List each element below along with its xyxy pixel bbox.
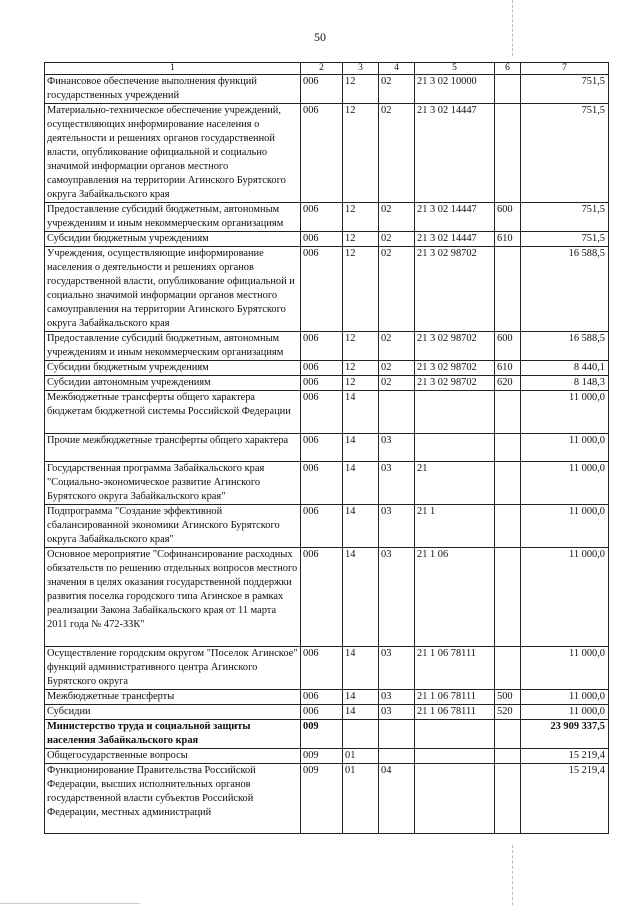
row-subsection: 03: [379, 705, 415, 720]
row-expense-type: [495, 505, 521, 548]
row-subsection: 02: [379, 75, 415, 104]
row-target-article: 21: [415, 462, 495, 505]
table-row: [45, 203, 609, 232]
row-amount: 751,5: [521, 75, 609, 104]
row-subsection: 02: [379, 232, 415, 247]
row-section: 14: [343, 391, 379, 434]
row-target-article: 21 3 02 98702: [415, 361, 495, 376]
table-row: [45, 548, 609, 647]
row-amount: 16 588,5: [521, 332, 609, 361]
row-subsection: 03: [379, 647, 415, 690]
row-ministry-code: 006: [301, 376, 343, 391]
row-amount: 11 000,0: [521, 391, 609, 434]
row-section: 12: [343, 203, 379, 232]
row-amount: 23 909 337,5: [521, 720, 609, 749]
row-ministry-code: 006: [301, 505, 343, 548]
row-target-article: 21 1: [415, 505, 495, 548]
table-row: [45, 434, 609, 462]
row-amount: 16 588,5: [521, 247, 609, 332]
header-col-1: 1: [45, 63, 301, 75]
row-ministry-code: 006: [301, 232, 343, 247]
row-subsection: 02: [379, 247, 415, 332]
row-target-article: 21 1 06 78111: [415, 705, 495, 720]
table-row: [45, 376, 609, 391]
row-section: 14: [343, 690, 379, 705]
table-row: [45, 361, 609, 376]
row-target-article: 21 1 06: [415, 548, 495, 647]
row-subsection: 02: [379, 361, 415, 376]
row-expense-type: 600: [495, 332, 521, 361]
header-col-3: 3: [343, 63, 379, 75]
row-section: 14: [343, 548, 379, 647]
row-amount: 15 219,4: [521, 749, 609, 764]
row-ministry-code: 006: [301, 203, 343, 232]
row-expense-type: [495, 647, 521, 690]
row-name: Субсидии бюджетным учреждениям: [45, 361, 301, 376]
table-row: [45, 720, 609, 749]
row-section: 01: [343, 749, 379, 764]
budget-table-container: [44, 62, 608, 834]
table-row: [45, 749, 609, 764]
row-section: 12: [343, 361, 379, 376]
row-section: 12: [343, 332, 379, 361]
row-ministry-code: 006: [301, 647, 343, 690]
table-row: [45, 75, 609, 104]
row-amount: 11 000,0: [521, 690, 609, 705]
row-ministry-code: 006: [301, 247, 343, 332]
row-amount: 8 148,3: [521, 376, 609, 391]
row-expense-type: 610: [495, 361, 521, 376]
header-col-2: 2: [301, 63, 343, 75]
row-expense-type: [495, 104, 521, 203]
row-section: 12: [343, 75, 379, 104]
row-amount: 751,5: [521, 203, 609, 232]
row-subsection: 04: [379, 764, 415, 834]
row-name: Осуществление городским округом "Поселок Агинское" функций административного центра Агинского Бурятского округа: [45, 647, 301, 690]
row-amount: 8 440,1: [521, 361, 609, 376]
row-ministry-code: 006: [301, 690, 343, 705]
row-amount: 11 000,0: [521, 548, 609, 647]
row-section: 14: [343, 462, 379, 505]
row-ministry-code: 009: [301, 720, 343, 749]
scan-artifact-line: [512, 0, 513, 56]
row-subsection: [379, 391, 415, 434]
row-expense-type: 600: [495, 203, 521, 232]
row-amount: 751,5: [521, 232, 609, 247]
table-row: [45, 232, 609, 247]
row-name: Учреждения, осуществляющие информирование населения о деятельности и решениях органов государственной власти, опубликование официальной и социально значимой информации органов местного самоуправления на территории Агинского Бурятского округа Забайкальского края: [45, 247, 301, 332]
row-name: Общегосударственные вопросы: [45, 749, 301, 764]
row-section: 12: [343, 376, 379, 391]
row-section: 14: [343, 434, 379, 462]
table-row: [45, 391, 609, 434]
row-amount: 11 000,0: [521, 647, 609, 690]
row-target-article: 21 3 02 14447: [415, 203, 495, 232]
row-name: Материально-техническое обеспечение учреждений, осуществляющих информирование населения о деятельности и решениях органов государственной власти, опубликование официальной и социально значимой информации органов местного самоуправления на территории Агинского Бурятского округа Забайкальского края: [45, 104, 301, 203]
row-expense-type: [495, 391, 521, 434]
row-name: Функционирование Правительства Российской Федерации, высших исполнительных органов государственной власти субъектов Российской Федерации, местных администраций: [45, 764, 301, 834]
row-section: [343, 720, 379, 749]
budget-table-body: [45, 63, 609, 834]
table-row: [45, 104, 609, 203]
row-expense-type: [495, 462, 521, 505]
row-amount: 11 000,0: [521, 505, 609, 548]
row-ministry-code: 006: [301, 434, 343, 462]
row-expense-type: [495, 548, 521, 647]
row-target-article: [415, 749, 495, 764]
row-name: Субсидии бюджетным учреждениям: [45, 232, 301, 247]
row-amount: 11 000,0: [521, 705, 609, 720]
row-name: Межбюджетные трансферты общего характера бюджетам бюджетной системы Российской Федерации: [45, 391, 301, 434]
row-subsection: [379, 720, 415, 749]
row-name: Финансовое обеспечение выполнения функций государственных учреждений: [45, 75, 301, 104]
table-row: [45, 247, 609, 332]
row-subsection: [379, 749, 415, 764]
row-subsection: 03: [379, 505, 415, 548]
row-subsection: 03: [379, 548, 415, 647]
row-name: Государственная программа Забайкальского края "Социально-экономическое развитие Агинского Бурятского округа Забайкальского края": [45, 462, 301, 505]
row-expense-type: [495, 764, 521, 834]
row-ministry-code: 006: [301, 391, 343, 434]
row-section: 14: [343, 647, 379, 690]
page-number: 50: [314, 30, 326, 44]
row-subsection: 03: [379, 690, 415, 705]
row-target-article: 21 3 02 98702: [415, 376, 495, 391]
row-expense-type: [495, 75, 521, 104]
row-subsection: 03: [379, 462, 415, 505]
row-target-article: [415, 720, 495, 749]
table-row: [45, 705, 609, 720]
row-target-article: [415, 764, 495, 834]
row-target-article: 21 3 02 14447: [415, 232, 495, 247]
row-expense-type: [495, 749, 521, 764]
row-expense-type: 500: [495, 690, 521, 705]
row-ministry-code: 006: [301, 705, 343, 720]
scan-artifact-line: [512, 845, 513, 905]
table-row: [45, 462, 609, 505]
row-ministry-code: 006: [301, 104, 343, 203]
row-expense-type: [495, 720, 521, 749]
row-expense-type: 520: [495, 705, 521, 720]
row-amount: 11 000,0: [521, 434, 609, 462]
row-subsection: 03: [379, 434, 415, 462]
row-target-article: 21 3 02 98702: [415, 247, 495, 332]
row-expense-type: 620: [495, 376, 521, 391]
row-subsection: 02: [379, 376, 415, 391]
table-row: [45, 505, 609, 548]
scan-edge: [0, 903, 140, 904]
row-name: Предоставление субсидий бюджетным, автономным учреждениям и иным некоммерческим организациям: [45, 203, 301, 232]
row-section: 12: [343, 247, 379, 332]
row-name: Субсидии автономным учреждениям: [45, 376, 301, 391]
header-row: [45, 63, 609, 75]
row-target-article: [415, 434, 495, 462]
row-subsection: 02: [379, 332, 415, 361]
row-section: 01: [343, 764, 379, 834]
row-subsection: 02: [379, 104, 415, 203]
row-target-article: [415, 391, 495, 434]
table-row: [45, 647, 609, 690]
table-row: [45, 332, 609, 361]
row-ministry-code: 009: [301, 764, 343, 834]
row-section: 14: [343, 505, 379, 548]
row-target-article: 21 3 02 98702: [415, 332, 495, 361]
header-col-4: 4: [379, 63, 415, 75]
row-amount: 15 219,4: [521, 764, 609, 834]
row-name: Субсидии: [45, 705, 301, 720]
row-name: Прочие межбюджетные трансферты общего характера: [45, 434, 301, 462]
table-row: [45, 764, 609, 834]
row-name: Подпрограмма "Создание эффективной сбалансированной экономики Агинского Бурятского округа Забайкальского края": [45, 505, 301, 548]
row-amount: 11 000,0: [521, 462, 609, 505]
row-section: 12: [343, 104, 379, 203]
header-col-5: 5: [415, 63, 495, 75]
row-ministry-code: 006: [301, 75, 343, 104]
header-col-6: 6: [495, 63, 521, 75]
row-name: Основное мероприятие "Софинансирование расходных обязательств по решению отдельных вопросов местного значения в целях оказания государственной поддержки развития поселка городского типа Агинское в рамках реализации Закона Забайкальского края от 11 марта 2011 года № 472-ЗЗК": [45, 548, 301, 647]
row-ministry-code: 006: [301, 462, 343, 505]
row-section: 14: [343, 705, 379, 720]
row-ministry-code: 006: [301, 548, 343, 647]
row-expense-type: [495, 434, 521, 462]
table-row: [45, 690, 609, 705]
row-target-article: 21 3 02 14447: [415, 104, 495, 203]
row-target-article: 21 3 02 10000: [415, 75, 495, 104]
row-name: Предоставление субсидий бюджетным, автономным учреждениям и иным некоммерческим организациям: [45, 332, 301, 361]
row-target-article: 21 1 06 78111: [415, 690, 495, 705]
row-amount: 751,5: [521, 104, 609, 203]
header-col-7: 7: [521, 63, 609, 75]
row-ministry-code: 009: [301, 749, 343, 764]
row-expense-type: 610: [495, 232, 521, 247]
row-ministry-code: 006: [301, 332, 343, 361]
row-expense-type: [495, 247, 521, 332]
row-name: Межбюджетные трансферты: [45, 690, 301, 705]
row-target-article: 21 1 06 78111: [415, 647, 495, 690]
budget-table: [44, 62, 609, 834]
row-ministry-code: 006: [301, 361, 343, 376]
row-subsection: 02: [379, 203, 415, 232]
row-name: Министерство труда и социальной защиты населения Забайкальского края: [45, 720, 301, 749]
row-section: 12: [343, 232, 379, 247]
